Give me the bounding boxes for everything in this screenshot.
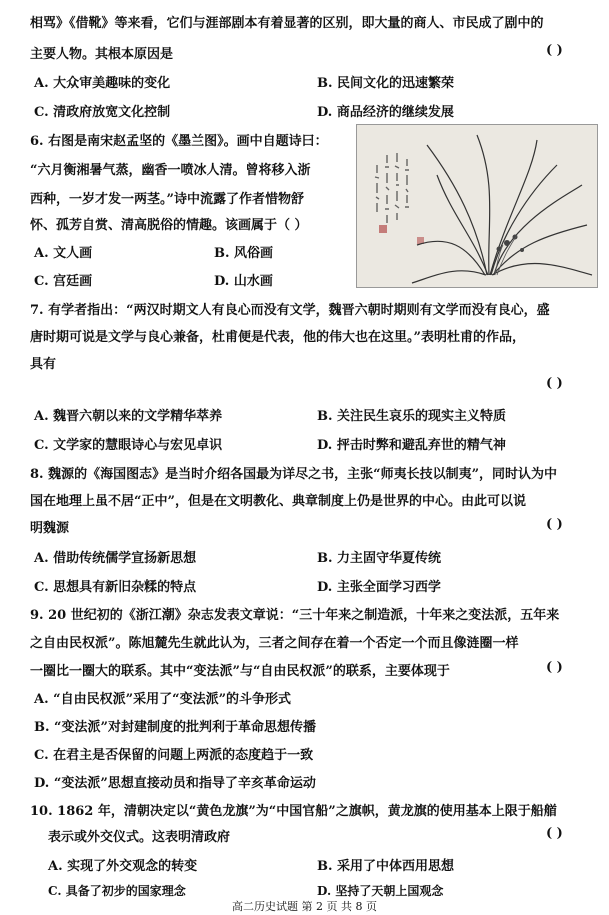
q8-option-d: D. 主张全面学习西学 — [317, 580, 441, 595]
q9-line1: 9. 20 世纪初的《浙江潮》杂志发表文章说：“三十年来之制造派，十年来之变法派，五年来 — [30, 608, 560, 623]
q10-option-b: B. 采用了中体西用思想 — [317, 859, 455, 874]
q5-option-b: B. 民间文化的迅速繁荣 — [317, 76, 455, 91]
q7-line1: 7. 有学者指出：“两汉时期文人有良心而没有文学，魏晋六朝时期则有文学而没有良心，盛 — [30, 303, 550, 318]
q7-line3: 具有 — [30, 357, 57, 372]
q5-stem-line1: 相骂》《借靴》等来看，它们与涯部剧本有着显著的区别，即大量的商人、市民成了剧中的 — [30, 16, 544, 31]
q8-line2: 国在地理上虽不居“正中”，但是在文明教化、典章制度上仍是世界的中心。由此可以说 — [30, 494, 526, 509]
q6-option-b: B. 风俗画 — [214, 246, 274, 261]
q7-option-a: A. 魏晋六朝以来的文学精华萃养 — [34, 409, 223, 424]
q7-line2: 唐时期可说是文学与良心兼备，杜甫便是代表，他的伟大也在这里。”表明杜甫的作品， — [30, 330, 525, 345]
q9-line3: 一圈比一圈大的联系。其中“变法派”与“自由民权派”的联系，主要体现于 — [30, 664, 450, 679]
q10-answer-paren: ( ) — [546, 826, 563, 841]
q10-line1: 10. 1862 年，清朝决定以“黄色龙旗”为“中国官船”之旗帜，黄龙旗的使用基本上限于船艏 — [30, 804, 557, 819]
q8-answer-paren: ( ) — [546, 517, 563, 532]
q8-line1: 8. 魏源的《海国图志》是当时介绍各国最为详尽之书，主张“师夷长技以制夷”，同时认为中 — [30, 467, 558, 482]
q10-line2: 表示或外交仪式。这表明清政府 — [48, 830, 231, 845]
q8-option-b: B. 力主固守华夏传统 — [317, 551, 442, 566]
q5-answer-paren: ( ) — [546, 43, 563, 58]
q7-answer-paren: ( ) — [546, 376, 563, 391]
q6-line2: “六月衡湘暑气蒸，幽香一喷冰人清。曾将移入浙 — [30, 163, 311, 178]
q8-option-a: A. 借助传统儒学宣扬新思想 — [34, 551, 197, 566]
q7-option-c: C. 文学家的慧眼诗心与宏见卓识 — [34, 438, 223, 453]
q7-option-b: B. 关注民生哀乐的现实主义特质 — [317, 409, 507, 424]
q9-option-d: D. “变法派”思想直接动员和指导了辛亥革命运动 — [34, 776, 316, 791]
q9-answer-paren: ( ) — [546, 660, 563, 675]
q6-option-a: A. 文人画 — [34, 246, 93, 261]
q10-option-d: D. 坚持了天朝上国观念 — [317, 884, 444, 898]
q9-line2: 之自由民权派”。陈旭麓先生就此认为，三者之间存在着一个否定一个而且像涟圈一样 — [30, 636, 519, 651]
q5-stem-line2: 主要人物。其根本原因是 — [30, 47, 174, 62]
q9-option-a: A. “自由民权派”采用了“变法派”的斗争形式 — [34, 692, 292, 707]
q9-option-c: C. 在君主是否保留的问题上两派的态度趋于一致 — [34, 748, 314, 763]
q10-option-a: A. 实现了外交观念的转变 — [48, 859, 198, 874]
q6-option-c: C. 宫廷画 — [34, 274, 93, 289]
q7-option-d: D. 抨击时弊和避乱弃世的精气神 — [317, 438, 506, 453]
q9-option-b: B. “变法派”对封建制度的批判利于革命思想传播 — [34, 720, 316, 735]
q6-line1: 6. 右图是南宋赵孟坚的《墨兰图》。画中自题诗曰： — [30, 134, 328, 149]
q8-line3: 明魏源 — [30, 521, 70, 536]
orchid-painting-image — [356, 124, 598, 288]
q5-option-a: A. 大众审美趣味的变化 — [34, 76, 171, 91]
orchid-painting-drawing — [357, 125, 597, 287]
q10-option-c: C. 具备了初步的国家理念 — [48, 884, 186, 898]
q6-line4: 怀、孤芳自赏、清高脱俗的情趣。该画属于（ ） — [30, 218, 308, 233]
q6-line3: 西种，一岁才发一两茎。”诗中流露了作者惜物舒 — [30, 192, 304, 207]
q5-option-c: C. 清政府放宽文化控制 — [34, 105, 171, 120]
page-footer: 高二历史试题 第 2 页 共 8 页 — [232, 900, 377, 913]
q8-option-c: C. 思想具有新旧杂糅的特点 — [34, 580, 197, 595]
q5-option-d: D. 商品经济的继续发展 — [317, 105, 454, 120]
q6-option-d: D. 山水画 — [214, 274, 273, 289]
